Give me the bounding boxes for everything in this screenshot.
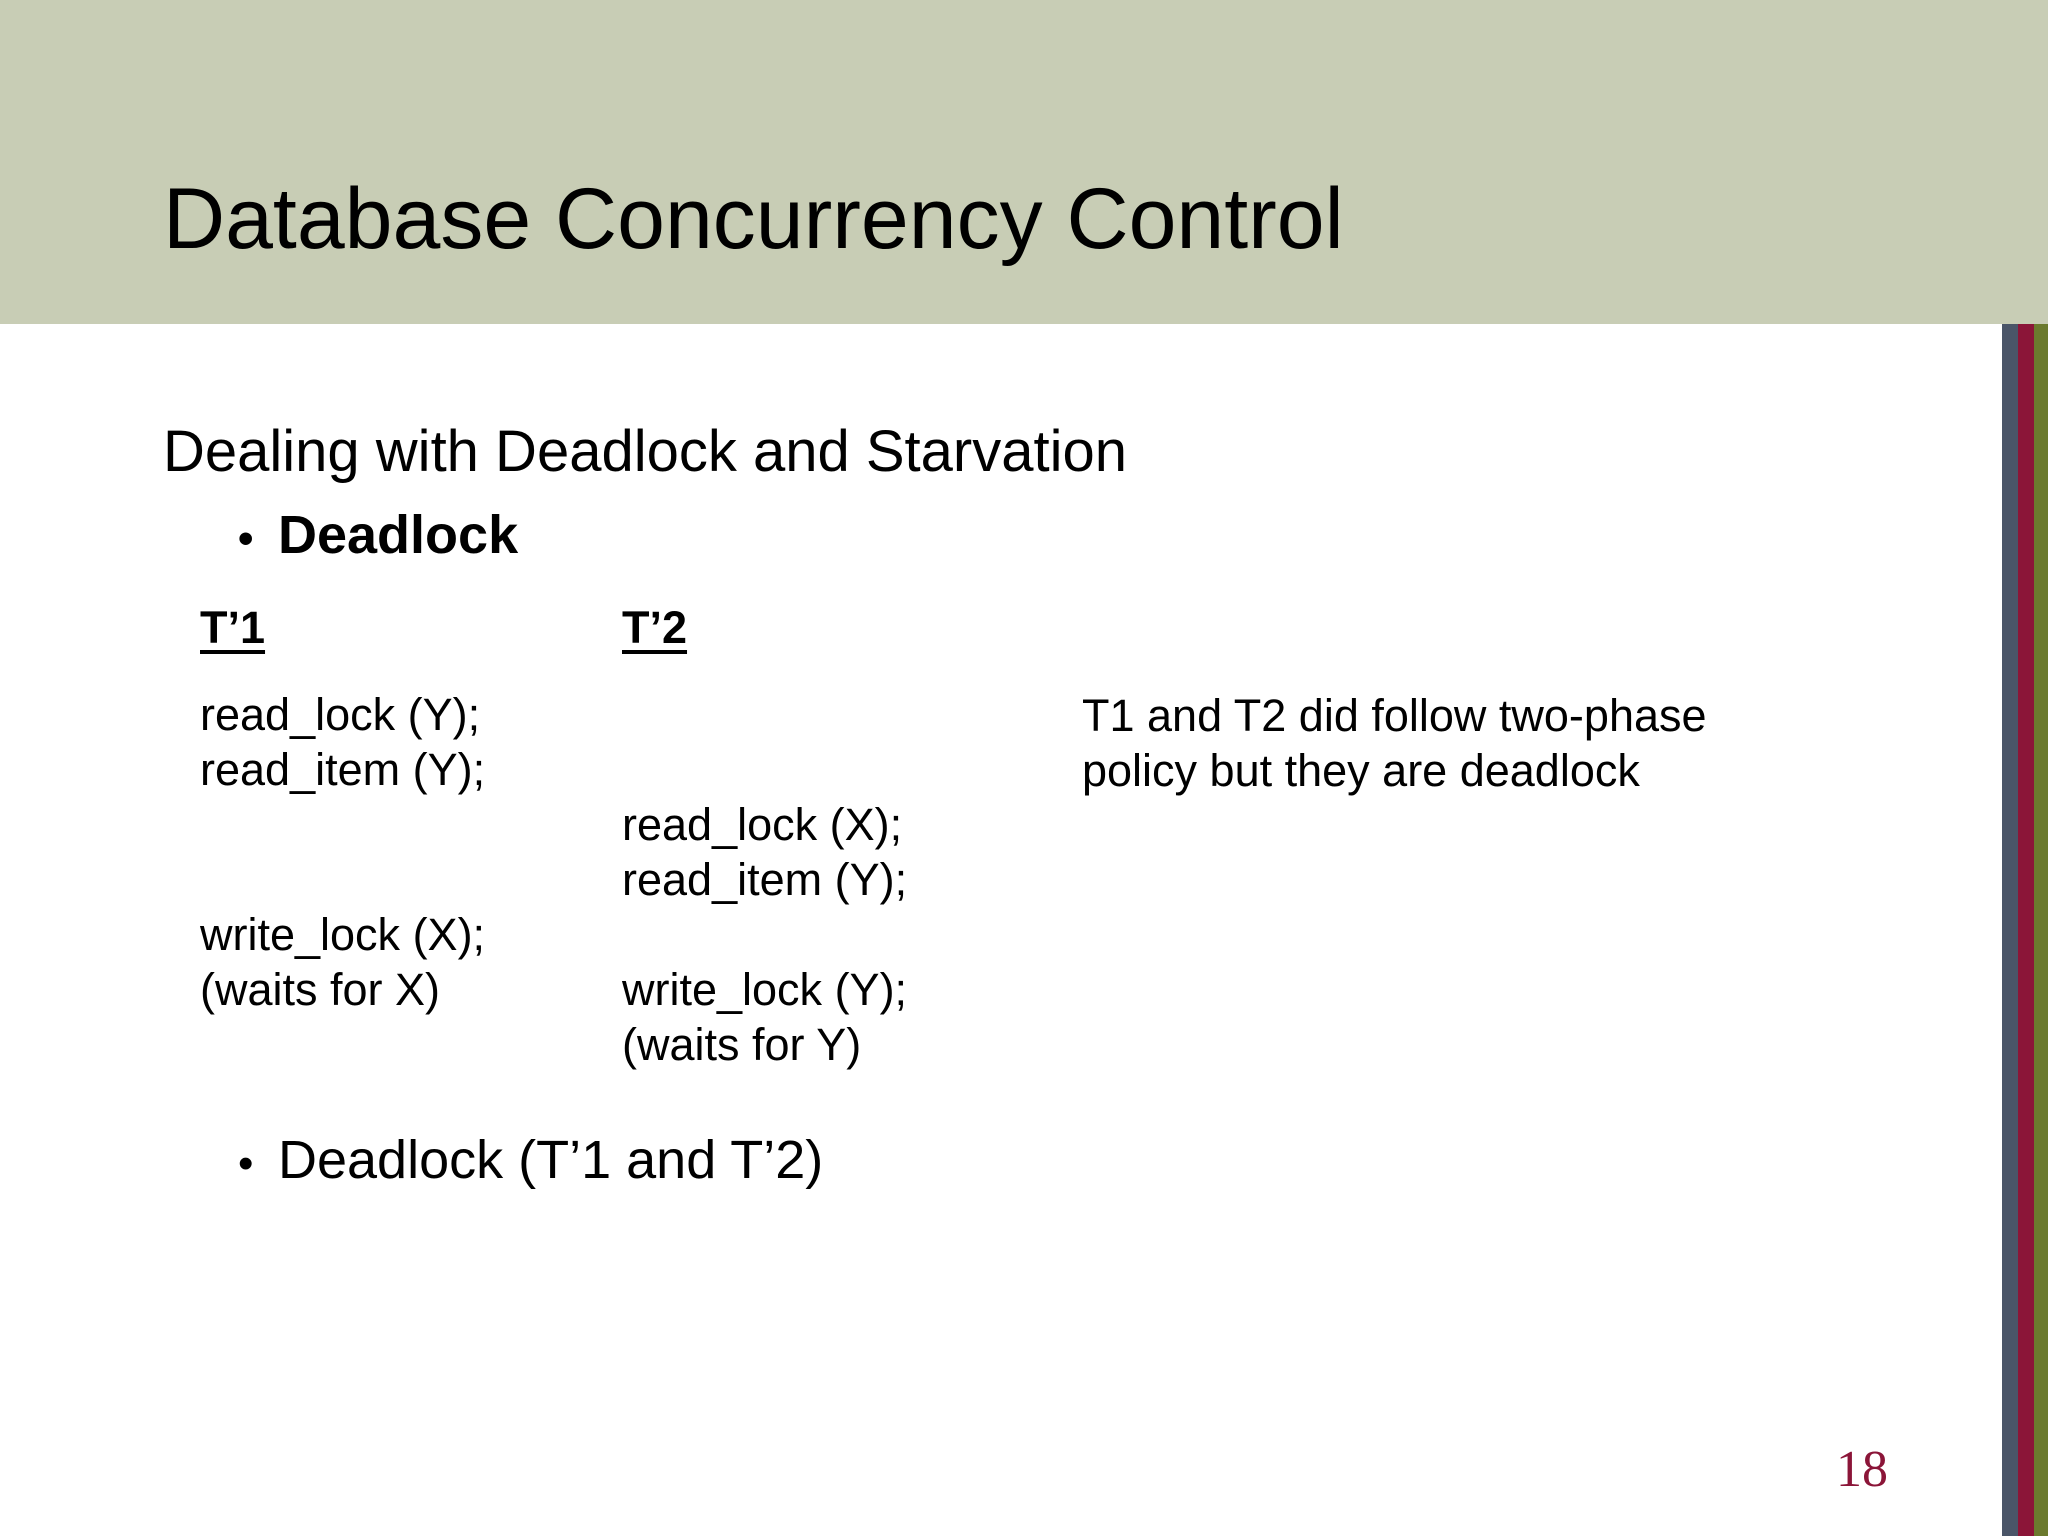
note-line: T1 and T2 did follow two-phase bbox=[1082, 690, 1707, 741]
accent-stripe-slate bbox=[2002, 324, 2018, 1536]
section-subtitle: Dealing with Deadlock and Starvation bbox=[163, 419, 1127, 484]
accent-stripe-slate-top bbox=[2002, 0, 2018, 324]
bullet-text: Deadlock (T’1 and T’2) bbox=[278, 1130, 824, 1190]
column-header-t2: T’2 bbox=[622, 602, 688, 653]
bullet-text: Deadlock bbox=[278, 505, 519, 565]
column-header-t1: T’1 bbox=[200, 602, 266, 653]
accent-stripe-red bbox=[2018, 324, 2034, 1536]
t2-step-wait: (waits for Y) bbox=[622, 1019, 862, 1070]
bullet-deadlock bbox=[238, 504, 518, 566]
header-band bbox=[0, 0, 2048, 324]
t1-step-write-lock: write_lock (X); bbox=[200, 909, 486, 960]
bullet-marker: • bbox=[238, 1139, 254, 1188]
t2-step-write-lock: write_lock (Y); bbox=[622, 964, 908, 1015]
deadlock-note bbox=[1082, 688, 1782, 798]
slide-title: Database Concurrency Control bbox=[163, 171, 1344, 267]
bullet-deadlock-summary bbox=[238, 1129, 823, 1191]
t1-step-read-item: read_item (Y); bbox=[200, 744, 486, 795]
t2-step-read-lock: read_lock (X); bbox=[622, 799, 903, 850]
t1-step-read-lock: read_lock (Y); bbox=[200, 689, 481, 740]
page-number: 18 bbox=[1836, 1441, 1888, 1498]
bullet-marker: • bbox=[238, 514, 254, 563]
note-line: policy but they are deadlock bbox=[1082, 745, 1640, 796]
t2-step-read-item: read_item (Y); bbox=[622, 854, 908, 905]
t1-step-wait: (waits for X) bbox=[200, 964, 441, 1015]
accent-stripe-olive bbox=[2034, 324, 2048, 1536]
